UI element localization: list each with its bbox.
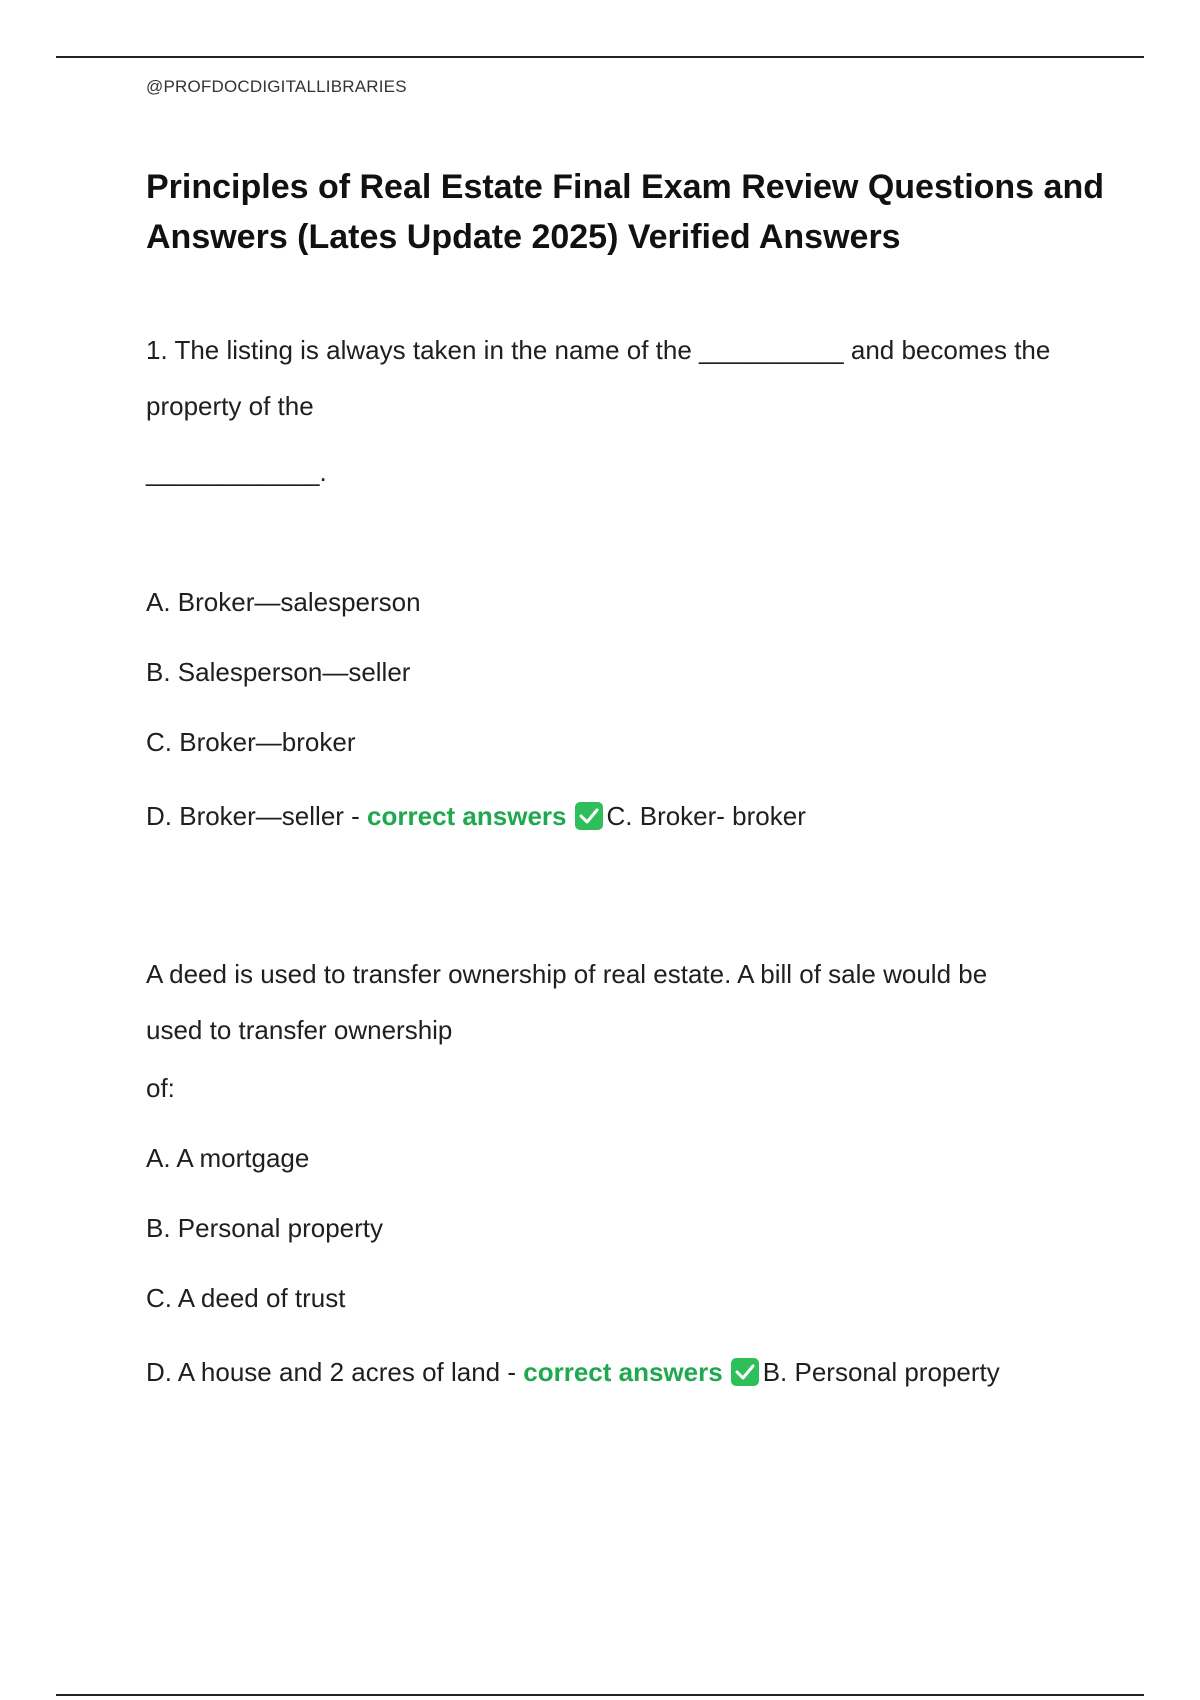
question-1-option-c: C. Broker—broker bbox=[146, 727, 356, 757]
question-1-stem-line-1: 1. The listing is always taken in the name of the __________ and becomes the bbox=[146, 335, 1051, 365]
question-2-option-c: C. A deed of trust bbox=[146, 1283, 346, 1313]
question-1-blank: ____________. bbox=[146, 457, 327, 487]
question-1-option-a: A. Broker—salesperson bbox=[146, 587, 421, 617]
question-2-correct-answer: B. Personal property bbox=[762, 1357, 1000, 1387]
correct-answers-label: correct answers bbox=[523, 1357, 723, 1387]
question-2-option-a: A. A mortgage bbox=[146, 1143, 310, 1173]
check-box-icon bbox=[575, 802, 603, 830]
watermark-handle: @PROFDOCDIGITALLIBRARIES bbox=[146, 77, 407, 96]
question-1-option-b: B. Salesperson—seller bbox=[146, 657, 411, 687]
question-1-stem-line-2: property of the bbox=[146, 391, 314, 421]
question-2-option-d bbox=[146, 1354, 1106, 1390]
bottom-rule bbox=[56, 1694, 1144, 1696]
correct-answers-label: correct answers bbox=[367, 801, 567, 831]
question-1-option-d bbox=[146, 798, 1106, 834]
document-title: Principles of Real Estate Final Exam Review Questions and Answers (Lates Update 2025) Verified Answers bbox=[146, 168, 1104, 256]
top-rule bbox=[56, 56, 1144, 58]
question-2-option-d-text: D. A house and 2 acres of land - bbox=[146, 1357, 524, 1387]
question-2-option-b: B. Personal property bbox=[146, 1213, 384, 1243]
question-1 bbox=[146, 322, 1106, 834]
question-2-stem-line-3: of: bbox=[146, 1073, 175, 1103]
question-1-correct-answer: C. Broker- broker bbox=[606, 801, 806, 831]
question-2-stem-line-2: used to transfer ownership bbox=[146, 1015, 453, 1045]
check-box-icon bbox=[731, 1358, 759, 1386]
question-1-option-d-text: D. Broker—seller - bbox=[146, 801, 368, 831]
document-body bbox=[146, 76, 1106, 1390]
question-2-stem-line-1: A deed is used to transfer ownership of real estate. A bill of sale would be bbox=[146, 959, 988, 989]
question-2 bbox=[146, 946, 1106, 1390]
